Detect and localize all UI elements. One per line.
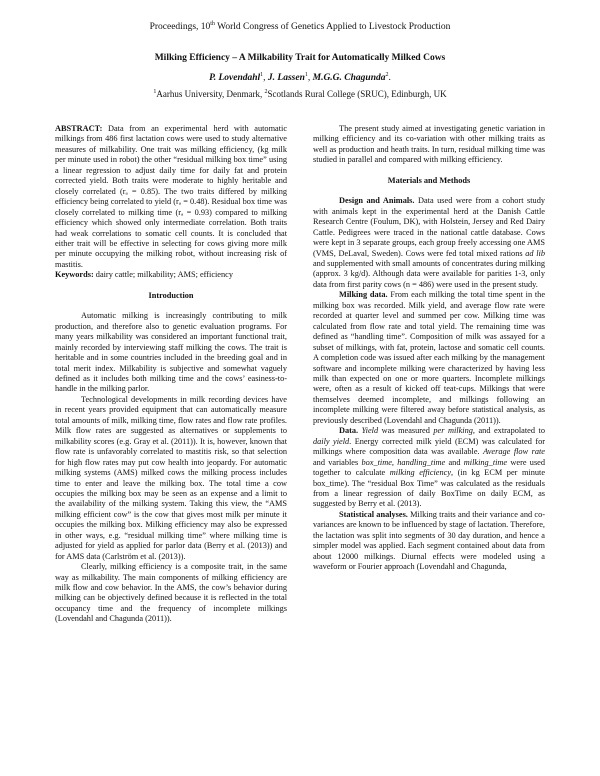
affil-1: Aarhus University, Denmark, [156,89,265,99]
design-italic: ad lib [525,248,545,258]
milking-text: From each milking the total time spent in the milking box was recorded. Milk yield, and average flow rate were recorded at quarter level and summed per cow. Milking time was calculated from flow rate and total yield. The remaining time was defined as “handling time”. Composition of milk was assayed for a subset of milkings, with fat, protein, lactose and somatic cell counts. A completion code was issued after each milking by the management software and incomplete milking were characterized by having less milk than expected on one or more quarters. Incomplete milkings were, often as a result of kicked off teat-cups. Milkings that were themselves deemed incomplete, and milkings following an incomplete milking were filtered away before statistical analysis, as previously described (Lovendahl and Chagunda (2011)). [313,290,546,425]
author-sep: , [263,73,268,83]
keywords [55,270,287,280]
data-italic-3: daily yield [313,436,350,446]
intro-paragraph-1: Automatic milking is increasingly contributing to milk production, and therefore also to genetic evaluation programs. For many years milkability was considered an important functional trait, mainly recorded by interviewing staff milking the cows. The trait is heritable and in some countries included in the breeding goal and in total merit index. Milkability is subjective and somewhat vaguely defined as it includes both milking time and the cows’ easiness-to-handle in the milking parlor. [55,311,287,394]
author-2-affil: 1 [304,71,308,78]
data-label: Data. [339,426,359,436]
intro-paragraph-3: Clearly, milking efficiency is a composite trait, in the same way as milkability. The main components of milking efficiency are milk flow and cow behavior. In the AMS, the cow’s behavior during milking can be objectively defined because it is reflected in the total occupancy time and the frequency of incomplete milkings (Lovendahl and Chagunda (2011)). [55,562,287,624]
abstract [55,124,287,270]
author-1-affil: 1 [260,71,264,78]
intro-paragraph-4: The present study aimed at investigating genetic variation in milking efficiency and its co-variation with other milking traits as well as production and heath traits. In turn, residual milking time was studied in parallel and compared with milking efficiency. [313,124,545,165]
data-italic-4: Average flow rate [483,447,545,457]
stats-paragraph [313,510,545,573]
methods-heading: Materials and Methods [387,175,471,185]
proceedings-sup: th [210,20,215,27]
left-column [55,124,287,625]
author-end: . [388,73,391,83]
keywords-label: Keywords: [55,270,94,280]
data-text-2: was measured [378,426,434,436]
author-1: P. Lovendahl [209,73,261,83]
data-text-4: . Energy corrected milk yield (ECM) was calculated for milkings where composition data was available. [313,436,545,457]
affiliations [0,89,600,99]
design-text-2: and supplemented with small amounts of concentrates during milking (approx. 3 kg/d). Although data were available for parities 1-3, only data from first parity cows (n = 486) were used in the present study. [313,258,545,289]
stats-text: Milking traits and their variance and co-variances are known to be influenced by stage of lactation. Therefore, the lactation was split into segments of 30 day duration, and hence a simpler model was applied. Each segment contained about data from about 12000 milkings. Diurnal effects were modeled using a waveform or Fourier approach (Lovendahl and Chagunda, [313,509,545,572]
affil-2-mark: 2 [264,89,268,95]
author-list [0,73,600,83]
affil-2: Scotlands Rural College (SRUC), Edinburgh, UK [267,89,447,99]
intro-paragraph-2: Technological developments in milk recording devices have in recent years provided equipment that can automatically measure total amounts of milk, milking time, flow rates and flow rate profiles. Milk flow rates are suggested as alternatives or supplements to milkability scores (e.g. Gray et al. (2011)). It is, however, known that flow rate is unfavorably correlated to mastitis risk, so that selection for high flow rates may put cow health into jeopardy. For automatic milking systems (AMS) milked cows the milking process includes time to enter and leave the milking box. The total time a cow occupies the milking box may be seen as an expense and a limit to the availability of the milking system. Taking this view, the “AMS milking efficient cow” is the cow that gives most milk per minute it occupies the milking box. Milking efficiency may also be expressed in other ways, e.g. “residual milking time” where milking time is adjusted for yield as applied for parlor data (Berry et al. (2013)) and for AMS data (Carlström et al. (2013)). [55,394,287,561]
design-text: Data used were from a cohort study with animals kept in the experimental herd at the Danish Cattle Research Centre (Foulum, DK), with Holstein, Jersey and Red Dairy Cattle. Pedigrees were traced in the national cattle database. Cows were kept in 3 separate groups, each group freely accessing one AMS (VMS, DeLaval, Sweden). Cows were fed total mixed rations [313,196,545,258]
stats-label: Statistical analyses. [339,509,408,519]
milking-label: Milking data. [339,290,388,300]
paper-title: Milking Efficiency – A Milkability Trait for Automatically Milked Cows [154,53,446,63]
abstract-label: ABSTRACT: [55,124,103,133]
keywords-text: dairy cattle; milkability; AMS; efficiency [93,270,233,280]
data-paragraph [313,426,545,510]
author-3: M.G.G. Chagunda [312,73,386,83]
right-column [313,124,545,573]
data-italic-7: milking efficiency [389,468,452,478]
milking-paragraph [313,290,545,426]
data-italic-1: Yield [361,426,379,436]
data-text-7: were used together to calculate [313,457,546,478]
data-italic-5: box_time, handling_time [361,457,446,467]
proceedings-header [0,22,600,32]
data-text-3: , and extrapolated to [472,426,545,436]
data-text-8: , (in kg ECM per minute box_time). The “residual Box Time” was calculated as the residuals from a linear regression of daily BoxTime on daily ECM, as suggested by Berry et al. (2013). [313,468,545,509]
data-italic-2: per milking [433,426,473,436]
author-2: J. Lassen [267,73,305,83]
abstract-text: Data from an experimental herd with automatic milkings from 486 first lactation cows were used to study alternative measures of milkability. One trait was milking efficiency, (kg milk per minute used in robot) the other “residual milking box time” using a linear regression to adjust daily time for daily fat and protein corrected yield. Both traits were moderate to highly heritable and closely correlated (rₐ = 0.85). The two traits differed by milking efficiency being correlated to yield (rₐ = 0.48). Residual box time was closely correlated to milking time (rₐ = 0.93) compared to milking efficiency which showed only intermediate correlation. Both traits had weak correlations to somatic cell counts. It is concluded that either trait will be effective in selecting for cows giving more milk per minute occupying the milking robot, without increasing risk of mastitis. [55,124,287,269]
data-text-5: and variables [313,457,362,467]
data-italic-6: milking_time [463,457,508,467]
design-label: Design and Animals. [339,196,415,206]
intro-heading: Introduction [148,290,194,300]
design-paragraph [313,196,545,290]
author-3-affil: 2 [385,71,389,78]
proceedings-text: Proceedings, 10 [149,22,211,32]
proceedings-text-rest: World Congress of Genetics Applied to Livestock Production [214,22,451,32]
data-text-6: and [445,457,464,467]
author-sep: , [307,73,313,83]
affil-1-mark: 1 [153,89,157,95]
